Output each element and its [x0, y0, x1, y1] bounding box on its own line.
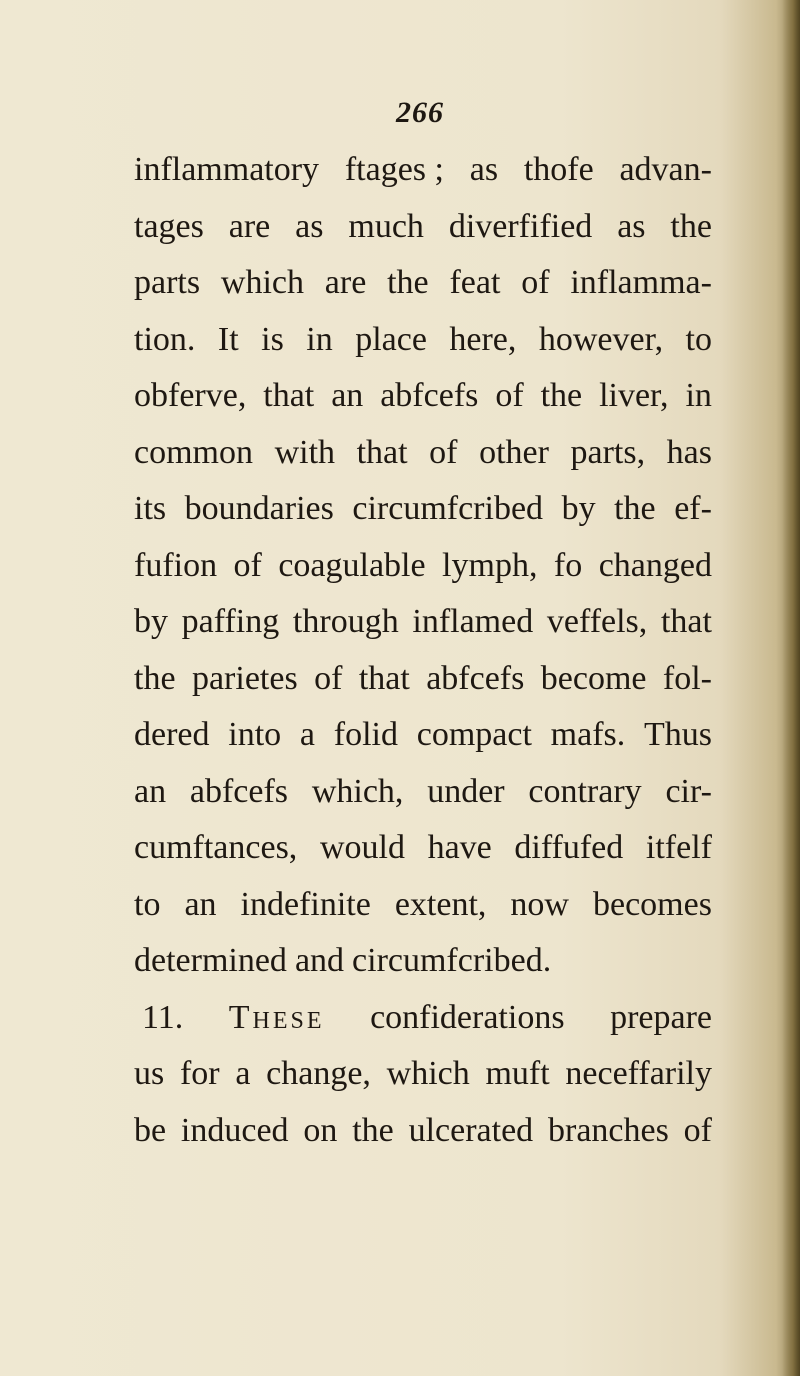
- word: for: [179, 1055, 220, 1092]
- word: by: [561, 490, 596, 527]
- word: to: [685, 320, 712, 358]
- word: to: [134, 885, 161, 923]
- word: These: [228, 998, 325, 1036]
- text-line: [134, 713, 712, 770]
- word: are: [228, 207, 271, 245]
- word: the: [614, 490, 656, 527]
- word: indefinite: [240, 885, 371, 923]
- word: become: [540, 659, 647, 697]
- word: that: [263, 377, 315, 414]
- word: is: [261, 320, 284, 358]
- word: the: [134, 659, 176, 697]
- word: inflamed: [412, 603, 534, 640]
- word: confiderations: [370, 998, 565, 1036]
- word: which,: [311, 772, 404, 810]
- text-line: [134, 826, 712, 883]
- word: change,: [266, 1055, 371, 1092]
- word: contrary: [528, 772, 642, 810]
- text-line: [134, 883, 712, 940]
- word: the: [670, 207, 712, 245]
- word: 11.: [142, 998, 184, 1036]
- word: fol-: [662, 659, 712, 697]
- word: cir-: [665, 772, 712, 810]
- text-line: [134, 600, 712, 657]
- word: dered: [134, 716, 210, 753]
- word: cumftances,: [134, 829, 298, 866]
- word: tion.: [134, 320, 196, 358]
- text-line: [134, 996, 712, 1053]
- word: obferve,: [134, 377, 247, 414]
- word: paffing: [181, 603, 280, 640]
- word: common: [134, 433, 253, 471]
- word: on: [303, 1111, 338, 1149]
- word: liver,: [599, 377, 669, 414]
- word: itfelf: [645, 829, 712, 866]
- word: that: [660, 603, 712, 640]
- word: fufion: [134, 546, 218, 584]
- word: abfcefs: [189, 772, 289, 810]
- word: which: [220, 264, 304, 301]
- word: abfcefs: [380, 377, 479, 414]
- word: changed: [598, 546, 712, 584]
- text-line: [134, 1109, 712, 1166]
- text-line: [134, 544, 712, 601]
- text-line: [134, 939, 712, 996]
- word: mafs.: [550, 716, 626, 753]
- text-line: [134, 318, 712, 375]
- word: of: [429, 433, 458, 471]
- word: as: [617, 207, 646, 245]
- word: as: [295, 207, 324, 245]
- word: diffufed: [514, 829, 624, 866]
- word: of: [495, 377, 524, 414]
- word: parts,: [570, 433, 646, 471]
- word: folid: [333, 716, 398, 753]
- word: determined: [134, 942, 287, 979]
- text-line: [134, 148, 712, 205]
- word: compact: [416, 716, 532, 753]
- word: in: [685, 377, 712, 414]
- word: tages: [134, 207, 204, 245]
- word: an: [184, 885, 217, 923]
- word: veffels,: [546, 603, 648, 640]
- word: advan-: [619, 151, 712, 188]
- word: that: [356, 433, 408, 471]
- word: coagulable: [278, 546, 426, 584]
- word: as: [469, 151, 499, 188]
- word: which: [386, 1055, 470, 1092]
- word: thofe: [523, 151, 594, 188]
- word: with: [274, 433, 336, 471]
- word: ulcerated: [408, 1111, 534, 1149]
- word: induced: [180, 1111, 289, 1149]
- word: circumfcribed: [352, 490, 544, 527]
- page-number: 266: [396, 96, 444, 129]
- word: Thus: [644, 716, 712, 753]
- word: muft: [485, 1055, 550, 1092]
- word: of: [233, 546, 262, 584]
- word: a: [235, 1055, 251, 1092]
- word: neceffarily: [565, 1055, 712, 1092]
- word: abfcefs: [426, 659, 525, 697]
- word: us: [134, 1055, 165, 1092]
- text-line: [134, 374, 712, 431]
- word: have: [427, 829, 492, 866]
- word: feat: [449, 264, 501, 301]
- word: the: [540, 377, 583, 414]
- word: boundaries: [184, 490, 334, 527]
- text-line: [134, 261, 712, 318]
- word: an: [134, 772, 167, 810]
- text-line: [134, 770, 712, 827]
- word: fo: [553, 546, 583, 584]
- word: becomes: [592, 885, 712, 923]
- page-binding-shadow: [782, 0, 800, 1376]
- word: the: [352, 1111, 394, 1149]
- word: through: [292, 603, 399, 640]
- text-line: [134, 205, 712, 262]
- word: into: [228, 716, 282, 753]
- text-line: [134, 487, 712, 544]
- word: inflammatory: [134, 151, 320, 188]
- word: here,: [449, 320, 517, 358]
- word: prepare: [610, 998, 712, 1036]
- word: circumfcribed.: [352, 942, 552, 979]
- word: of: [314, 659, 343, 697]
- word: other: [479, 433, 549, 471]
- word: be: [134, 1111, 167, 1149]
- word: parts: [134, 264, 201, 301]
- word: its: [134, 490, 167, 527]
- word: inflamma-: [570, 264, 712, 301]
- word: ef-: [674, 490, 712, 527]
- word: ftages ;: [344, 151, 444, 188]
- body-text: [134, 148, 712, 1165]
- word: has: [666, 433, 712, 471]
- word: diverfified: [448, 207, 593, 245]
- text-line: [134, 657, 712, 714]
- word: much: [348, 207, 424, 245]
- word: by: [134, 603, 168, 640]
- word: under: [427, 772, 505, 810]
- word: a: [299, 716, 316, 753]
- word: the: [387, 264, 429, 301]
- word: It: [217, 320, 239, 358]
- word: of: [521, 264, 550, 301]
- word: of: [683, 1111, 712, 1149]
- word: in: [306, 320, 333, 358]
- word: are: [324, 264, 367, 301]
- word: parietes: [191, 659, 298, 697]
- text-line: [134, 1052, 712, 1109]
- word: would: [319, 829, 405, 866]
- text-line: [134, 431, 712, 488]
- word: and: [294, 942, 345, 979]
- word: now: [510, 885, 569, 923]
- word: extent,: [394, 885, 487, 923]
- word: branches: [548, 1111, 669, 1149]
- word: place: [355, 320, 427, 358]
- word: however,: [538, 320, 664, 358]
- word: an: [331, 377, 364, 414]
- word: lymph,: [442, 546, 538, 584]
- word: that: [358, 659, 410, 697]
